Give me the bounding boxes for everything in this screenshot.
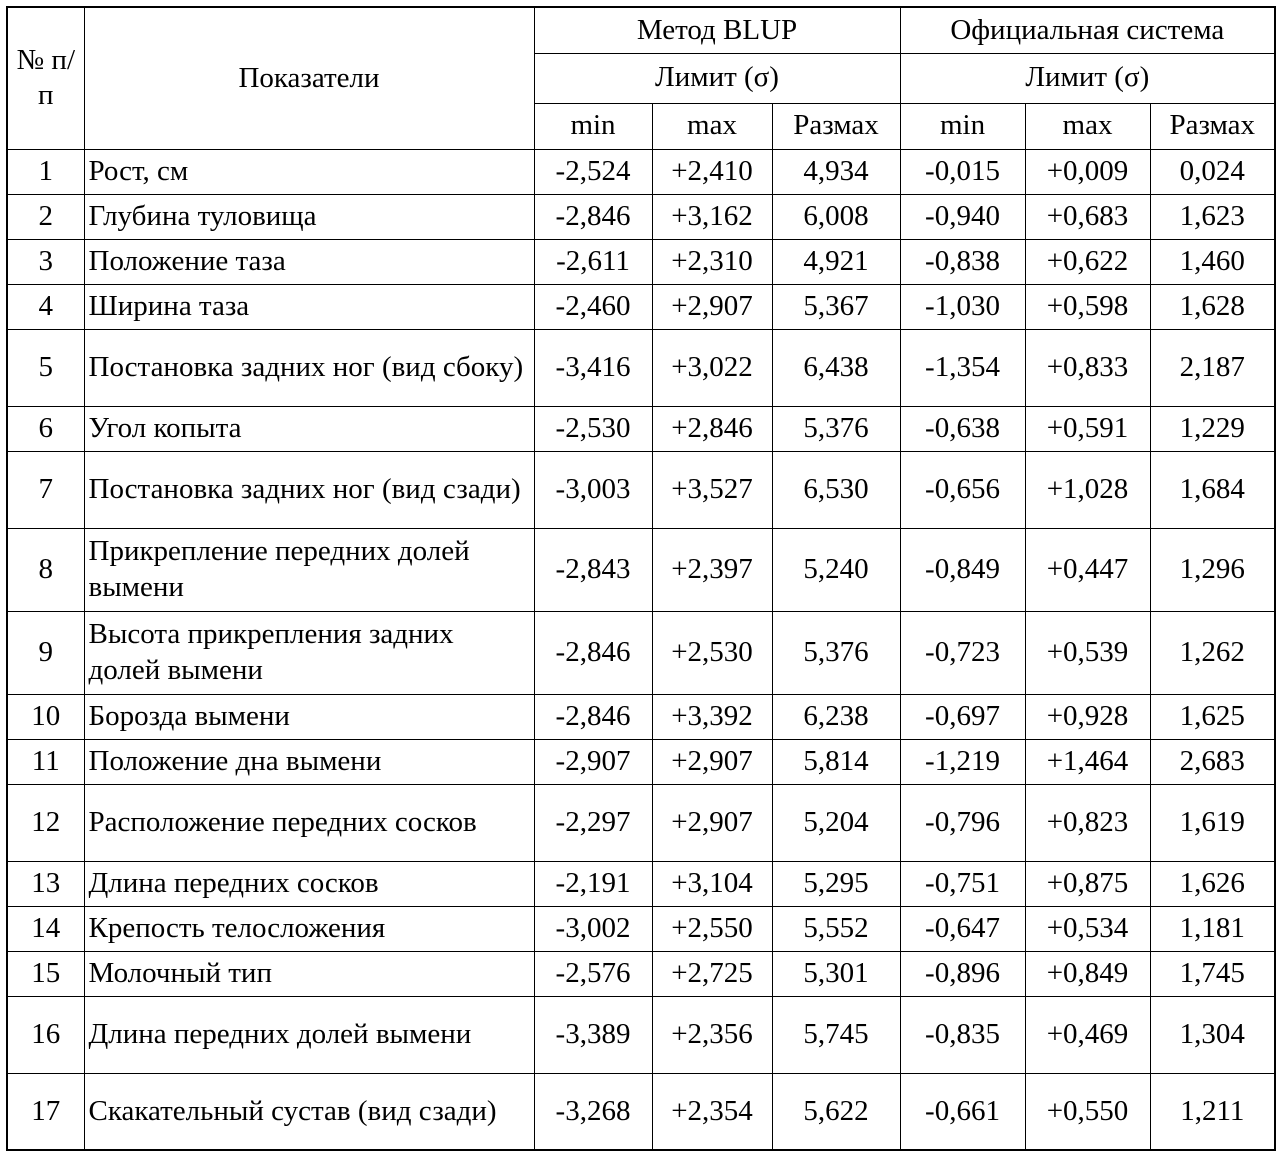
blup-max-value: +3,162	[652, 194, 772, 239]
official-min-value: -0,638	[900, 406, 1025, 451]
table-row	[7, 149, 1275, 194]
row-number: 1	[7, 149, 84, 194]
blup-min-value: -2,530	[534, 406, 652, 451]
blup-range-value: 5,295	[772, 861, 900, 906]
blup-range-value: 5,622	[772, 1073, 900, 1150]
header-indicators: Показатели	[84, 7, 534, 149]
blup-range-value: 5,204	[772, 784, 900, 861]
blup-max-value: +3,104	[652, 861, 772, 906]
official-range-value: 1,304	[1150, 996, 1275, 1073]
row-number: 9	[7, 611, 84, 694]
blup-min-value: -2,611	[534, 239, 652, 284]
indicator-name: Прикрепление передних долей вымени	[84, 528, 534, 611]
official-min-value: -1,354	[900, 329, 1025, 406]
table-row	[7, 451, 1275, 528]
official-max-value: +1,464	[1025, 739, 1150, 784]
row-number: 7	[7, 451, 84, 528]
row-number: 11	[7, 739, 84, 784]
blup-min-value: -2,846	[534, 694, 652, 739]
blup-max-value: +2,530	[652, 611, 772, 694]
row-number: 4	[7, 284, 84, 329]
blup-max-value: +2,310	[652, 239, 772, 284]
header-official-range: Размах	[1150, 103, 1275, 149]
indicator-name: Ширина таза	[84, 284, 534, 329]
official-min-value: -0,015	[900, 149, 1025, 194]
official-max-value: +0,009	[1025, 149, 1150, 194]
blup-min-value: -3,268	[534, 1073, 652, 1150]
blup-min-value: -3,416	[534, 329, 652, 406]
official-max-value: +0,550	[1025, 1073, 1150, 1150]
official-range-value: 1,623	[1150, 194, 1275, 239]
blup-range-value: 5,367	[772, 284, 900, 329]
blup-max-value: +2,397	[652, 528, 772, 611]
table-row	[7, 784, 1275, 861]
official-range-value: 1,229	[1150, 406, 1275, 451]
blup-range-value: 6,438	[772, 329, 900, 406]
blup-min-value: -3,003	[534, 451, 652, 528]
official-min-value: -1,219	[900, 739, 1025, 784]
official-range-value: 2,683	[1150, 739, 1275, 784]
official-range-value: 1,460	[1150, 239, 1275, 284]
table-row	[7, 996, 1275, 1073]
table-row	[7, 194, 1275, 239]
blup-range-value: 6,008	[772, 194, 900, 239]
indicator-name: Высота прикрепления задних долей вымени	[84, 611, 534, 694]
indicator-name: Расположение передних сосков	[84, 784, 534, 861]
blup-range-value: 6,238	[772, 694, 900, 739]
official-min-value: -0,835	[900, 996, 1025, 1073]
header-limit-blup: Лимит (σ)	[534, 53, 900, 103]
official-max-value: +0,539	[1025, 611, 1150, 694]
official-range-value: 1,684	[1150, 451, 1275, 528]
blup-range-value: 5,552	[772, 906, 900, 951]
official-range-value: 1,625	[1150, 694, 1275, 739]
blup-max-value: +2,907	[652, 784, 772, 861]
indicator-name: Положение таза	[84, 239, 534, 284]
indicator-name: Борозда вымени	[84, 694, 534, 739]
table-row	[7, 694, 1275, 739]
official-max-value: +0,622	[1025, 239, 1150, 284]
official-min-value: -1,030	[900, 284, 1025, 329]
official-range-value: 1,296	[1150, 528, 1275, 611]
blup-max-value: +2,356	[652, 996, 772, 1073]
table-row	[7, 611, 1275, 694]
table-row	[7, 861, 1275, 906]
official-max-value: +0,928	[1025, 694, 1150, 739]
blup-min-value: -2,191	[534, 861, 652, 906]
blup-min-value: -2,460	[534, 284, 652, 329]
blup-range-value: 4,934	[772, 149, 900, 194]
blup-comparison-table	[6, 6, 1276, 1151]
blup-max-value: +2,354	[652, 1073, 772, 1150]
blup-max-value: +2,550	[652, 906, 772, 951]
row-number: 16	[7, 996, 84, 1073]
official-range-value: 1,181	[1150, 906, 1275, 951]
blup-range-value: 5,745	[772, 996, 900, 1073]
blup-min-value: -3,389	[534, 996, 652, 1073]
official-range-value: 1,628	[1150, 284, 1275, 329]
blup-max-value: +2,907	[652, 284, 772, 329]
row-number: 14	[7, 906, 84, 951]
official-max-value: +0,469	[1025, 996, 1150, 1073]
official-range-value: 2,187	[1150, 329, 1275, 406]
blup-max-value: +2,846	[652, 406, 772, 451]
table-row	[7, 329, 1275, 406]
blup-min-value: -2,843	[534, 528, 652, 611]
blup-max-value: +2,907	[652, 739, 772, 784]
table-row	[7, 239, 1275, 284]
header-group-official: Официальная система	[900, 7, 1275, 53]
official-min-value: -0,751	[900, 861, 1025, 906]
blup-min-value: -2,846	[534, 194, 652, 239]
table-row	[7, 284, 1275, 329]
official-range-value: 1,262	[1150, 611, 1275, 694]
row-number: 10	[7, 694, 84, 739]
row-number: 3	[7, 239, 84, 284]
official-max-value: +0,534	[1025, 906, 1150, 951]
indicator-name: Угол копыта	[84, 406, 534, 451]
blup-range-value: 5,814	[772, 739, 900, 784]
indicator-name: Длина передних долей вымени	[84, 996, 534, 1073]
official-max-value: +0,598	[1025, 284, 1150, 329]
table-row	[7, 528, 1275, 611]
official-min-value: -0,849	[900, 528, 1025, 611]
row-number: 5	[7, 329, 84, 406]
indicator-name: Постановка задних ног (вид сзади)	[84, 451, 534, 528]
official-range-value: 0,024	[1150, 149, 1275, 194]
blup-range-value: 5,376	[772, 611, 900, 694]
blup-max-value: +2,410	[652, 149, 772, 194]
table-row	[7, 739, 1275, 784]
blup-max-value: +3,022	[652, 329, 772, 406]
official-max-value: +0,849	[1025, 951, 1150, 996]
official-min-value: -0,647	[900, 906, 1025, 951]
table-row	[7, 951, 1275, 996]
blup-min-value: -2,524	[534, 149, 652, 194]
official-min-value: -0,723	[900, 611, 1025, 694]
official-max-value: +0,591	[1025, 406, 1150, 451]
header-limit-official: Лимит (σ)	[900, 53, 1275, 103]
indicator-name: Молочный тип	[84, 951, 534, 996]
official-min-value: -0,896	[900, 951, 1025, 996]
blup-min-value: -2,907	[534, 739, 652, 784]
official-max-value: +0,823	[1025, 784, 1150, 861]
blup-min-value: -2,576	[534, 951, 652, 996]
blup-range-value: 5,240	[772, 528, 900, 611]
indicator-name: Крепость телосложения	[84, 906, 534, 951]
blup-range-value: 5,301	[772, 951, 900, 996]
official-max-value: +0,875	[1025, 861, 1150, 906]
blup-max-value: +3,527	[652, 451, 772, 528]
header-blup-range: Размах	[772, 103, 900, 149]
official-range-value: 1,745	[1150, 951, 1275, 996]
official-max-value: +0,447	[1025, 528, 1150, 611]
row-number: 6	[7, 406, 84, 451]
indicator-name: Длина передних сосков	[84, 861, 534, 906]
official-min-value: -0,656	[900, 451, 1025, 528]
header-blup-max: max	[652, 103, 772, 149]
official-range-value: 1,211	[1150, 1073, 1275, 1150]
table-row	[7, 906, 1275, 951]
official-min-value: -0,796	[900, 784, 1025, 861]
header-group-blup: Метод BLUP	[534, 7, 900, 53]
indicator-name: Постановка задних ног (вид сбоку)	[84, 329, 534, 406]
indicator-name: Скакательный сустав (вид сзади)	[84, 1073, 534, 1150]
row-number: 13	[7, 861, 84, 906]
official-range-value: 1,626	[1150, 861, 1275, 906]
blup-max-value: +2,725	[652, 951, 772, 996]
blup-min-value: -2,297	[534, 784, 652, 861]
header-blup-min: min	[534, 103, 652, 149]
official-min-value: -0,838	[900, 239, 1025, 284]
indicator-name: Глубина туловища	[84, 194, 534, 239]
official-max-value: +0,683	[1025, 194, 1150, 239]
blup-min-value: -2,846	[534, 611, 652, 694]
official-max-value: +0,833	[1025, 329, 1150, 406]
official-min-value: -0,661	[900, 1073, 1025, 1150]
header-official-min: min	[900, 103, 1025, 149]
official-range-value: 1,619	[1150, 784, 1275, 861]
indicator-name: Рост, см	[84, 149, 534, 194]
row-number: 2	[7, 194, 84, 239]
official-max-value: +1,028	[1025, 451, 1150, 528]
header-official-max: max	[1025, 103, 1150, 149]
blup-range-value: 5,376	[772, 406, 900, 451]
row-number: 12	[7, 784, 84, 861]
row-number: 17	[7, 1073, 84, 1150]
blup-max-value: +3,392	[652, 694, 772, 739]
official-min-value: -0,940	[900, 194, 1025, 239]
row-number: 8	[7, 528, 84, 611]
blup-range-value: 4,921	[772, 239, 900, 284]
row-number: 15	[7, 951, 84, 996]
indicator-name: Положение дна вымени	[84, 739, 534, 784]
header-num: № п/п	[7, 7, 84, 149]
table-row	[7, 1073, 1275, 1150]
blup-min-value: -3,002	[534, 906, 652, 951]
official-min-value: -0,697	[900, 694, 1025, 739]
table-row	[7, 406, 1275, 451]
blup-range-value: 6,530	[772, 451, 900, 528]
table-body	[7, 149, 1275, 1150]
